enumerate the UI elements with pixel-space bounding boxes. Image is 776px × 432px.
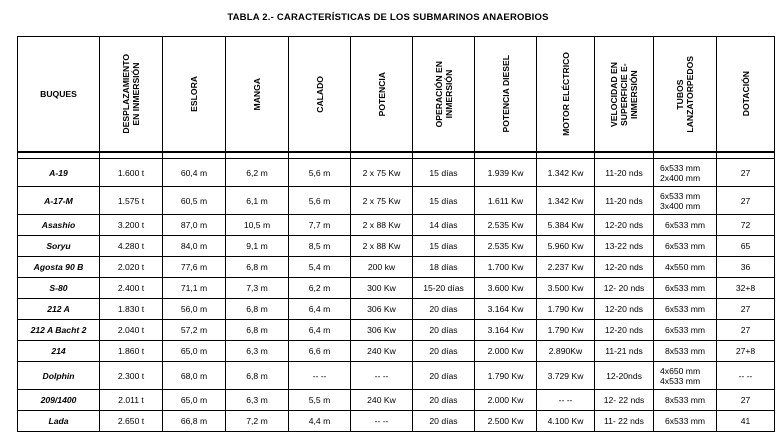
column-header-label: POTENCIA — [376, 71, 387, 117]
table-cell: 27 — [717, 320, 775, 341]
table-cell: 6,8 m — [226, 299, 289, 320]
table-cell: 65,0 m — [163, 390, 226, 411]
table-cell: 1.700 Kw — [475, 257, 537, 278]
table-cell: 2.500 Kw — [475, 411, 537, 432]
table-cell: 4,4 m — [289, 411, 351, 432]
table-cell: 8x533 mm — [654, 390, 717, 411]
table-cell: 2.535 Kw — [475, 215, 537, 236]
table-cell: 3.500 Kw — [537, 278, 595, 299]
table-cell: 27+8 — [717, 341, 775, 362]
table-cell: 6x533 mm 3x400 mm — [654, 187, 717, 215]
table-cell: 32+8 — [717, 278, 775, 299]
table-cell: 15-20 días — [413, 278, 475, 299]
table-row — [18, 299, 775, 320]
table-cell: 6x533 mm — [654, 320, 717, 341]
table-cell: 8x533 mm — [654, 341, 717, 362]
table-cell: 200 kw — [351, 257, 413, 278]
table-cell: 7,3 m — [226, 278, 289, 299]
table-cell: 3.600 Kw — [475, 278, 537, 299]
column-header — [413, 37, 475, 153]
table-cell: 1.830 t — [100, 299, 163, 320]
table-cell: 2 x 75 Kw — [351, 187, 413, 215]
table-cell: -- -- — [537, 390, 595, 411]
column-header — [351, 37, 413, 153]
table-cell: 6,4 m — [289, 320, 351, 341]
table-cell: 13-22 nds — [595, 236, 654, 257]
table-cell: 60,5 m — [163, 187, 226, 215]
table-cell: 14 días — [413, 215, 475, 236]
table-row — [18, 159, 775, 187]
table-cell: 11-21 nds — [595, 341, 654, 362]
column-header — [289, 37, 351, 153]
table-cell: 10,5 m — [226, 215, 289, 236]
table-cell: 2.237 Kw — [537, 257, 595, 278]
column-header — [475, 37, 537, 153]
table-cell: 20 días — [413, 390, 475, 411]
table-cell: 27 — [717, 390, 775, 411]
table-cell: 6x533 mm — [654, 411, 717, 432]
table-row — [18, 278, 775, 299]
vessel-name-cell: 214 — [18, 341, 100, 362]
table-cell: 3.164 Kw — [475, 299, 537, 320]
column-header-wrap — [717, 37, 774, 151]
table-cell: 77,6 m — [163, 257, 226, 278]
table-cell: 7,7 m — [289, 215, 351, 236]
table-cell: 1.342 Kw — [537, 187, 595, 215]
table-cell: 68,0 m — [163, 362, 226, 390]
table-row — [18, 187, 775, 215]
table-cell: 56,0 m — [163, 299, 226, 320]
table-cell: 11-20 nds — [595, 159, 654, 187]
table-cell: 20 días — [413, 362, 475, 390]
table-cell: 20 días — [413, 299, 475, 320]
table-cell: -- -- — [289, 362, 351, 390]
table-cell: 6,2 m — [289, 278, 351, 299]
table-cell: 2.300 t — [100, 362, 163, 390]
table-cell: 20 días — [413, 341, 475, 362]
table-cell: 1.790 Kw — [537, 320, 595, 341]
table-cell: 1.790 Kw — [537, 299, 595, 320]
table-cell: 12- 22 nds — [595, 390, 654, 411]
table-cell: 15 días — [413, 236, 475, 257]
table-cell: 4x650 mm 4x533 mm — [654, 362, 717, 390]
table-cell: 300 Kw — [351, 278, 413, 299]
table-row — [18, 411, 775, 432]
table-cell: 2 x 88 Kw — [351, 236, 413, 257]
column-header-label: ESLORA — [189, 76, 199, 112]
table-cell: 2 x 75 Kw — [351, 159, 413, 187]
table-cell: 72 — [717, 215, 775, 236]
table-cell: 9,1 m — [226, 236, 289, 257]
table-cell: 4.100 Kw — [537, 411, 595, 432]
table-cell: 11-20 nds — [595, 187, 654, 215]
vessel-name-cell: Agosta 90 B — [18, 257, 100, 278]
column-header-wrap — [100, 37, 162, 151]
column-header-wrap — [226, 37, 288, 151]
table-cell: 57,2 m — [163, 320, 226, 341]
table-cell: 20 días — [413, 320, 475, 341]
column-header-wrap — [475, 37, 536, 151]
table-cell: 306 Kw — [351, 320, 413, 341]
table-cell: 6,8 m — [226, 362, 289, 390]
table-cell: 65 — [717, 236, 775, 257]
table-cell: 7,2 m — [226, 411, 289, 432]
column-header-label: VELOCIDAD EN SUPERFICIE E- INMERSIÓN — [609, 61, 639, 127]
table-cell: 3.200 t — [100, 215, 163, 236]
table-cell: 12- 20 nds — [595, 278, 654, 299]
vessel-name-cell: A-17-M — [18, 187, 100, 215]
table-title: TABLA 2.- CARACTERÍSTICAS DE LOS SUBMARINOS ANAEROBIOS — [227, 12, 549, 23]
table-cell: 1.939 Kw — [475, 159, 537, 187]
column-header-label: CALADO — [314, 75, 325, 113]
table-cell: 41 — [717, 411, 775, 432]
column-header-wrap — [289, 37, 350, 151]
table-cell: 27 — [717, 187, 775, 215]
table-cell: -- -- — [351, 411, 413, 432]
table-cell: 2.535 Kw — [475, 236, 537, 257]
vessel-name-cell: 209/1400 — [18, 390, 100, 411]
table-row — [18, 390, 775, 411]
table-cell: 1.860 t — [100, 341, 163, 362]
vessel-name-cell: A-19 — [18, 159, 100, 187]
table-cell: 6,3 m — [226, 390, 289, 411]
table-cell: 1.600 t — [100, 159, 163, 187]
table-cell: 5,4 m — [289, 257, 351, 278]
table-cell: 6x533 mm — [654, 215, 717, 236]
column-header: BUQUES — [18, 37, 100, 153]
table-cell: 12-20 nds — [595, 215, 654, 236]
column-header — [717, 37, 775, 153]
column-header-label: POTENCIA DIESEL — [500, 55, 511, 133]
table-cell: 2.000 Kw — [475, 341, 537, 362]
table-cell: 6x533 mm 2x400 mm — [654, 159, 717, 187]
table-cell: 240 Kw — [351, 341, 413, 362]
table-cell: 60,4 m — [163, 159, 226, 187]
table-row — [18, 215, 775, 236]
table-cell: 2.400 t — [100, 278, 163, 299]
table-cell: 1.575 t — [100, 187, 163, 215]
table-cell: 6,6 m — [289, 341, 351, 362]
table-cell: 36 — [717, 257, 775, 278]
table-cell: 2.040 t — [100, 320, 163, 341]
table-cell: 1.790 Kw — [475, 362, 537, 390]
table-cell: 6,4 m — [289, 299, 351, 320]
table-cell: 6x533 mm — [654, 299, 717, 320]
table-cell: 15 días — [413, 187, 475, 215]
column-header-wrap — [654, 37, 716, 151]
table-cell: 20 días — [413, 411, 475, 432]
column-header — [595, 37, 654, 153]
column-header — [537, 37, 595, 153]
table-cell: -- -- — [351, 362, 413, 390]
table-cell: 240 Kw — [351, 390, 413, 411]
table-cell: 84,0 m — [163, 236, 226, 257]
vessel-name-cell: Dolphin — [18, 362, 100, 390]
table-cell: 6,8 m — [226, 257, 289, 278]
table-body — [18, 159, 775, 432]
column-header — [163, 37, 226, 153]
column-header — [100, 37, 163, 153]
table-cell: 2.020 t — [100, 257, 163, 278]
table-row — [18, 362, 775, 390]
table-cell: 2 x 88 Kw — [351, 215, 413, 236]
column-header-label: OPERACIÓN EN INMERSIÓN — [433, 60, 454, 128]
table-row — [18, 236, 775, 257]
table-cell: 27 — [717, 159, 775, 187]
table-cell: 5.384 Kw — [537, 215, 595, 236]
vessel-name-cell: Soryu — [18, 236, 100, 257]
table-cell: 65,0 m — [163, 341, 226, 362]
table-cell: 15 días — [413, 159, 475, 187]
table-cell: 18 días — [413, 257, 475, 278]
vessel-name-cell: S-80 — [18, 278, 100, 299]
table-cell: 3.164 Kw — [475, 320, 537, 341]
table-cell: 5,6 m — [289, 159, 351, 187]
table-cell: 4x550 mm — [654, 257, 717, 278]
table-cell: 6,2 m — [226, 159, 289, 187]
column-header-label: MANGA — [252, 77, 262, 111]
table-cell: 6,8 m — [226, 320, 289, 341]
vessel-name-cell: Asashio — [18, 215, 100, 236]
table-cell: 5,6 m — [289, 187, 351, 215]
table-cell: 66,8 m — [163, 411, 226, 432]
table-cell: 6,3 m — [226, 341, 289, 362]
table-cell: 6,1 m — [226, 187, 289, 215]
column-header-wrap — [351, 37, 412, 151]
column-header-wrap — [163, 37, 225, 151]
column-header-label: DESPLAZAMIENTO EN INMERSIÓN — [121, 54, 141, 134]
vessel-name-cell: 212 A Bacht 2 — [18, 320, 100, 341]
table-cell: 27 — [717, 299, 775, 320]
column-header-wrap — [413, 37, 474, 151]
table-cell: 12-20nds — [595, 362, 654, 390]
column-header-label: MOTOR ELÉCTRICO — [560, 52, 571, 136]
table-cell: 1.342 Kw — [537, 159, 595, 187]
submarine-characteristics-table — [17, 36, 775, 432]
table-cell: 2.011 t — [100, 390, 163, 411]
vessel-name-cell: Lada — [18, 411, 100, 432]
table-cell: 8,5 m — [289, 236, 351, 257]
table-cell: 1.611 Kw — [475, 187, 537, 215]
table-cell: 3.729 Kw — [537, 362, 595, 390]
table-cell: 2.890Kw — [537, 341, 595, 362]
column-header-label: DOTACIÓN — [740, 71, 751, 117]
header-row — [18, 37, 775, 153]
table-cell: 2.000 Kw — [475, 390, 537, 411]
table-cell: 5,5 m — [289, 390, 351, 411]
table-cell: 6x533 mm — [654, 278, 717, 299]
table-cell: 12-20 nds — [595, 299, 654, 320]
table-cell: 12-20 nds — [595, 257, 654, 278]
table-cell: -- -- — [717, 362, 775, 390]
table-cell: 11- 22 nds — [595, 411, 654, 432]
table-row — [18, 341, 775, 362]
table-cell: 5.960 Kw — [537, 236, 595, 257]
column-header-wrap — [595, 37, 653, 151]
table-cell: 6x533 mm — [654, 236, 717, 257]
column-header — [226, 37, 289, 153]
table-cell: 2.650 t — [100, 411, 163, 432]
column-header-label: TUBOS LANZATORPEDOS — [675, 55, 695, 133]
vessel-name-cell: 212 A — [18, 299, 100, 320]
table-cell: 4.280 t — [100, 236, 163, 257]
table-cell: 306 Kw — [351, 299, 413, 320]
table-cell: 12-20 nds — [595, 320, 654, 341]
table-row — [18, 257, 775, 278]
table-row — [18, 320, 775, 341]
table-cell: 87,0 m — [163, 215, 226, 236]
column-header-wrap — [537, 37, 594, 151]
column-header — [654, 37, 717, 153]
table-cell: 71,1 m — [163, 278, 226, 299]
